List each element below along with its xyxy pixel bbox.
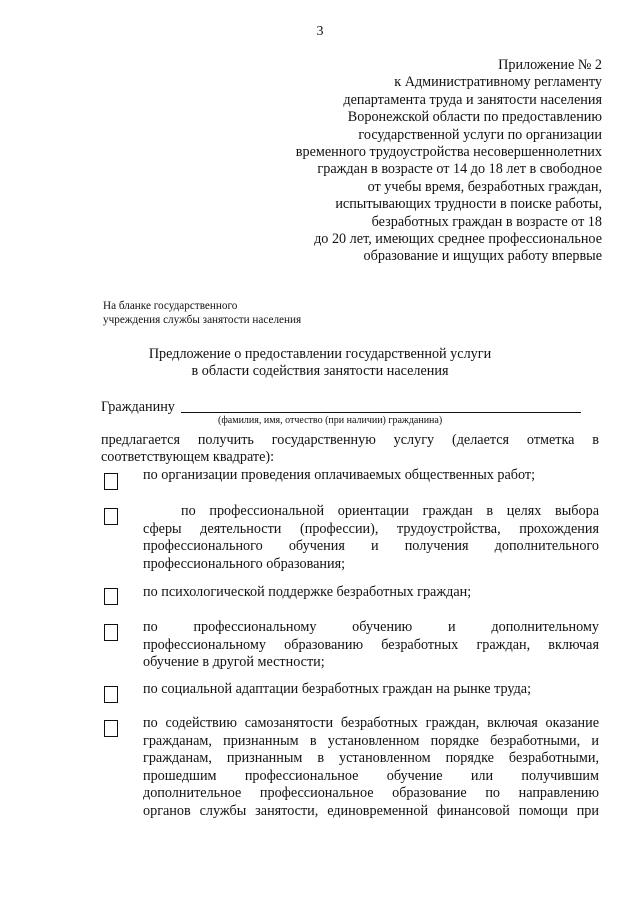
option-line: по профессиональному обучению и дополнительному (143, 619, 599, 635)
option-psychological-support (143, 584, 599, 602)
option-checkbox-public-works[interactable] (104, 473, 118, 490)
option-checkbox-vocational-training[interactable] (104, 624, 118, 641)
option-public-works (143, 467, 599, 485)
option-line: сферы деятельности (профессии), трудоустройства, прохождения (143, 520, 599, 537)
option-checkbox-social-adaptation[interactable] (104, 686, 118, 703)
document-title (0, 346, 640, 381)
appendix-line: от учебы время, безработных граждан, (367, 178, 602, 195)
option-career-guidance (143, 503, 599, 573)
citizen-row (101, 399, 175, 416)
option-self-employment (143, 715, 599, 821)
option-line: органов службы занятости, единовременной финансовой помощи при (143, 802, 599, 819)
option-social-adaptation (143, 681, 599, 699)
document-title-line: Предложение о предоставлении государственной услуги (148, 346, 492, 362)
citizen-name-field[interactable] (181, 412, 581, 413)
letterhead-note (103, 300, 301, 327)
appendix-line: к Административному регламенту (394, 74, 602, 91)
option-line: по содействию самозанятости безработных граждан, включая оказание (143, 715, 599, 731)
option-line: по социальной адаптации безработных граждан на рынке труда; (143, 681, 532, 697)
intro-line: предлагается получить государственную услугу (делается отметка в (101, 432, 599, 448)
option-line: по психологической поддержке безработных граждан; (143, 584, 472, 600)
appendix-header (242, 57, 602, 266)
option-line: по организации проведения оплачиваемых общественных работ; (143, 467, 536, 483)
option-line: профессиональному образованию безработных граждан, включая (143, 636, 599, 653)
letterhead-note-line: На бланке государственного (103, 300, 238, 312)
option-line: дополнительное профессиональное образование по направлению (143, 785, 599, 802)
intro-line: соответствующем квадрате): (101, 449, 275, 466)
option-line: гражданам, признанным в установленном порядке безработными, (143, 750, 599, 767)
citizen-name-caption: (фамилия, имя, отчество (при наличии) гражданина) (218, 415, 443, 426)
option-line: гражданам, признанным в установленном порядке безработными, и (143, 732, 599, 749)
option-checkbox-psychological-support[interactable] (104, 588, 118, 605)
appendix-line: государственной услуги по организации (358, 126, 602, 143)
page-number: 3 (316, 24, 324, 39)
appendix-line: временного трудоустройства несовершеннолетних (295, 144, 602, 161)
option-line: профессионального обучения и получения дополнительного (143, 538, 599, 555)
appendix-line: испытывающих трудности в поиске работы, (335, 196, 602, 213)
appendix-line: Воронежской области по предоставлению (347, 109, 602, 126)
appendix-line: граждан в возрасте от 14 до 18 лет в свободное (317, 161, 602, 178)
document-title-line: в области содействия занятости населения (191, 363, 449, 380)
option-line: прошедшим профессиональное обучение или получившим (143, 767, 599, 784)
appendix-line: образование и ищущих работу впервые (363, 248, 602, 265)
citizen-label: Гражданину (101, 399, 175, 415)
appendix-line: департамента труда и занятости населения (343, 91, 602, 108)
option-line: профессионального образования; (143, 555, 346, 572)
option-line: по профессиональной ориентации граждан в целях выбора (181, 503, 599, 519)
letterhead-note-line: учреждения службы занятости населения (103, 313, 302, 326)
option-vocational-training (143, 619, 599, 672)
appendix-line: до 20 лет, имеющих среднее профессиональное (314, 231, 602, 248)
appendix-line: безработных граждан в возрасте от 18 (371, 213, 602, 230)
option-line: обучение в другой местности; (143, 654, 325, 671)
option-checkbox-career-guidance[interactable] (104, 508, 118, 525)
intro-text (101, 432, 599, 466)
option-checkbox-self-employment[interactable] (104, 720, 118, 737)
appendix-line: Приложение № 2 (498, 57, 602, 73)
